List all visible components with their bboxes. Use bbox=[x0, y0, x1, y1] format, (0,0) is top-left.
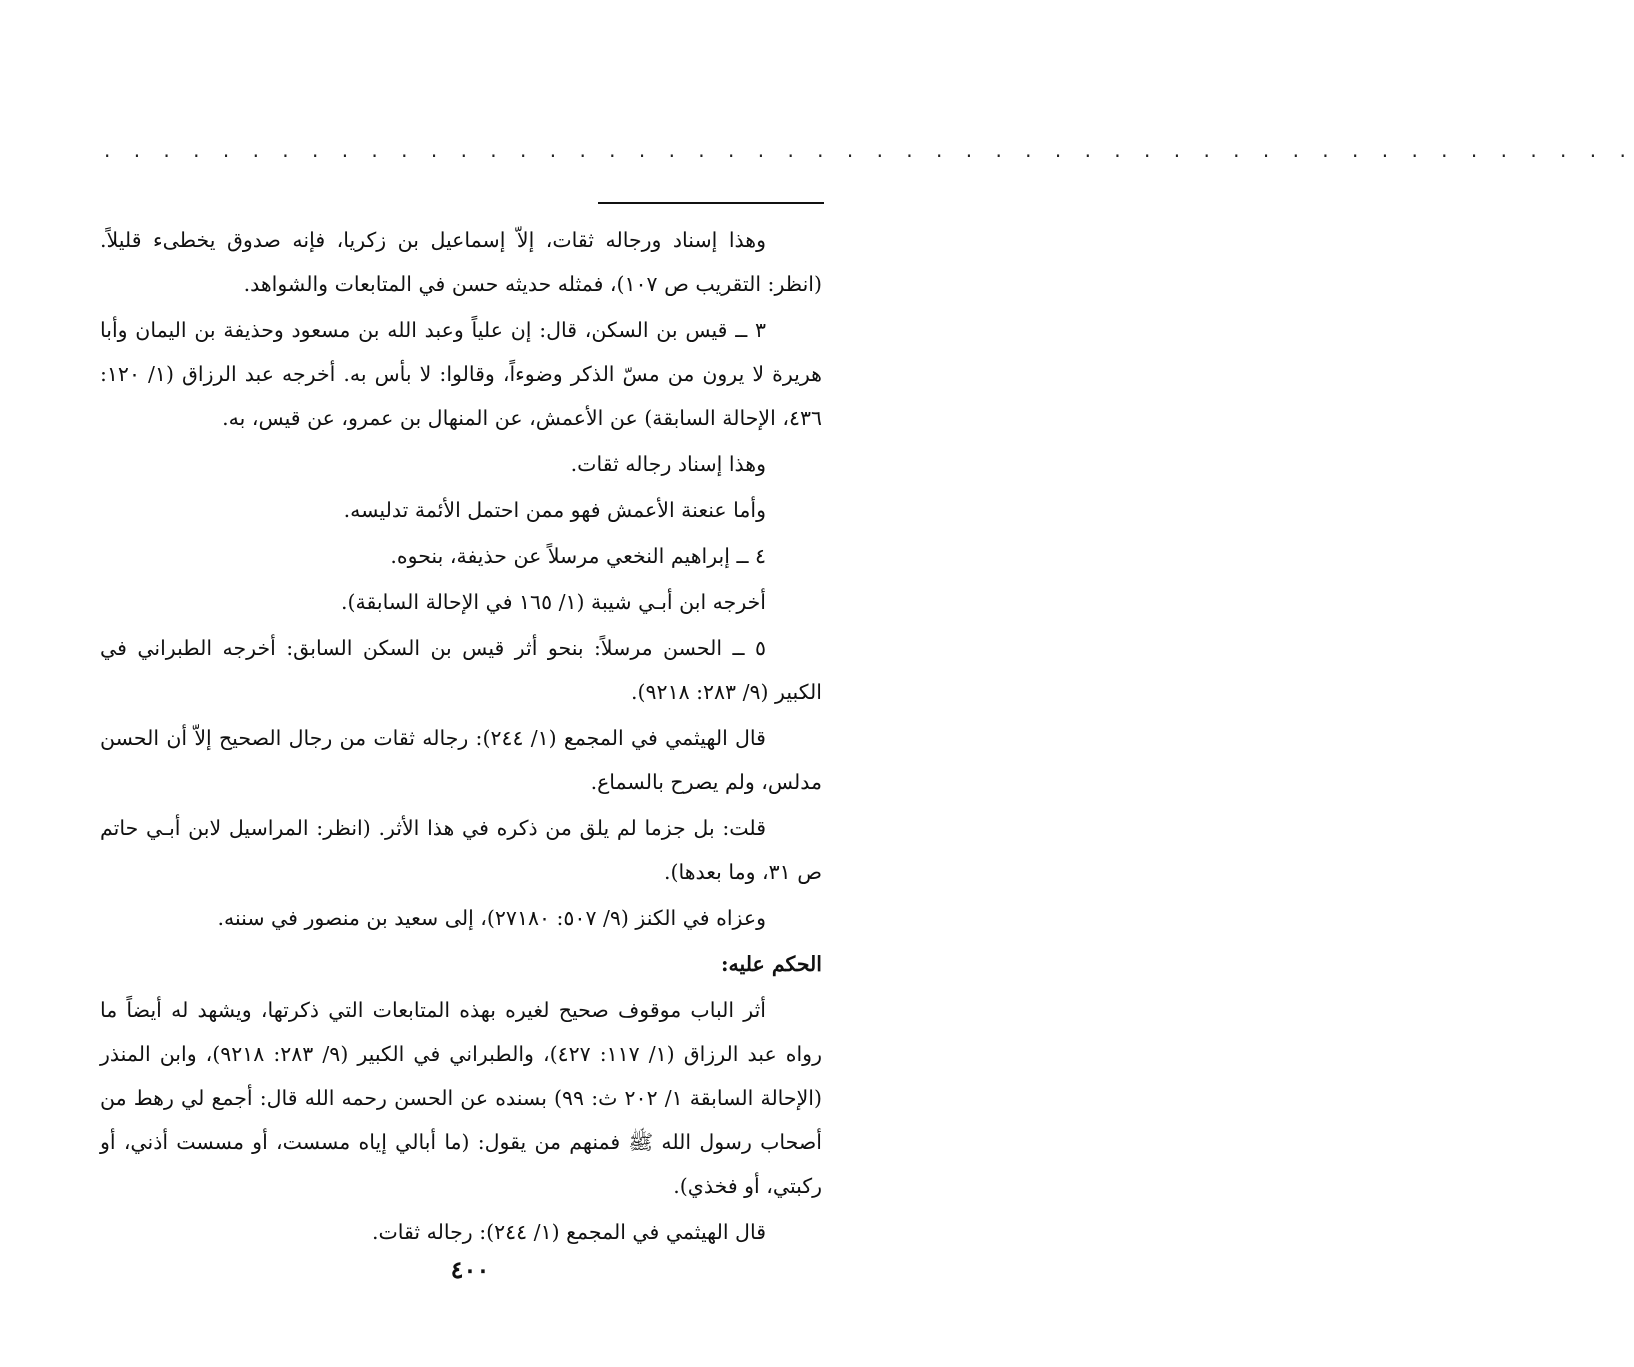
dotted-separator: . . . . . . . . . . . . . . . . . . . . . . . . . . . . . . . . . . . . . . . . . . . . . . . . . . . . bbox=[104, 138, 1634, 162]
ruling-heading: الحكم عليه: bbox=[720, 952, 822, 976]
page-body bbox=[100, 218, 822, 1256]
paragraph-haythami-2: قال الهيثمي في المجمع (١/ ٢٤٤): رجاله ثقات. bbox=[371, 1220, 766, 1244]
paragraph-amash: وأما عنعنة الأعمش فهو ممن احتمل الأئمة تدليسه. bbox=[343, 498, 766, 522]
paragraph-al-hasan: ٥ ــ الحسن مرسلاً: بنحو أثر قيس بن السكن السابق: أخرجه الطبراني في الكبير (٩/ ٢٨٣: ٩٢١٨). bbox=[100, 636, 822, 704]
paragraph-isnad-2: وهذا إسناد رجاله ثقات. bbox=[570, 452, 766, 476]
paragraph-kanz: وعزاه في الكنز (٩/ ٥٠٧: ٢٧١٨٠)، إلى سعيد بن منصور في سننه. bbox=[217, 906, 766, 930]
paragraph-haythami-1: قال الهيثمي في المجمع (١/ ٢٤٤): رجاله ثقات من رجال الصحيح إلاّ أن الحسن مدلس، ولم يصرح بالسماع. bbox=[100, 726, 822, 794]
page-number: ٤٠٠ bbox=[450, 1255, 490, 1284]
paragraph-qultu: قلت: بل جزما لم يلق من ذكره في هذا الأثر. (انظر: المراسيل لابن أبـي حاتم ص ٣١، وما بعدها). bbox=[100, 816, 822, 884]
paragraph-isnad-1: وهذا إسناد ورجاله ثقات، إلاّ إسماعيل بن زكريا، فإنه صدوق يخطىء قليلاً. (انظر: التقريب ص ١٠٧)، فمثله حديثه حسن في المتابعات والشواهد. bbox=[100, 228, 822, 296]
paragraph-ruling: أثر الباب موقوف صحيح لغيره بهذه المتابعات التي ذكرتها، ويشهد له أيضاً ما رواه عبد الرزاق (١/ ١١٧: ٤٢٧)، والطبراني في الكبير (٩/ ٢٨٣: ٩٢١٨)، وابن المنذر (الإحالة السابقة ١/ ٢٠٢ ث: ٩٩) بسنده عن الحسن رحمه الله قال: أجمع لي رهط من أصحاب رسول الله ﷺ فمنهم من يقول: (ما أبالي إياه مسست، أو مسست أذني، أو ركبتي، أو فخذي). bbox=[100, 998, 822, 1198]
paragraph-ibrahim-nakhai: ٤ ــ إبراهيم النخعي مرسلاً عن حذيفة، بنحوه. bbox=[390, 544, 766, 568]
paragraph-ibn-abi-shayba: أخرجه ابن أبـي شيبة (١/ ١٦٥ في الإحالة السابقة). bbox=[341, 590, 766, 614]
paragraph-qays-ibn-al-sakan: ٣ ــ قيس بن السكن، قال: إن علياً وعبد الله بن مسعود وحذيفة بن اليمان وأبا هريرة لا يرون من مسّ الذكر وضوءاً، وقالوا: لا بأس به. أخرجه عبد الرزاق (١/ ١٢٠: ٤٣٦، الإحالة السابقة) عن الأعمش، عن المنهال بن عمرو، عن قيس، به. bbox=[100, 318, 822, 430]
footnote-rule bbox=[598, 202, 824, 204]
